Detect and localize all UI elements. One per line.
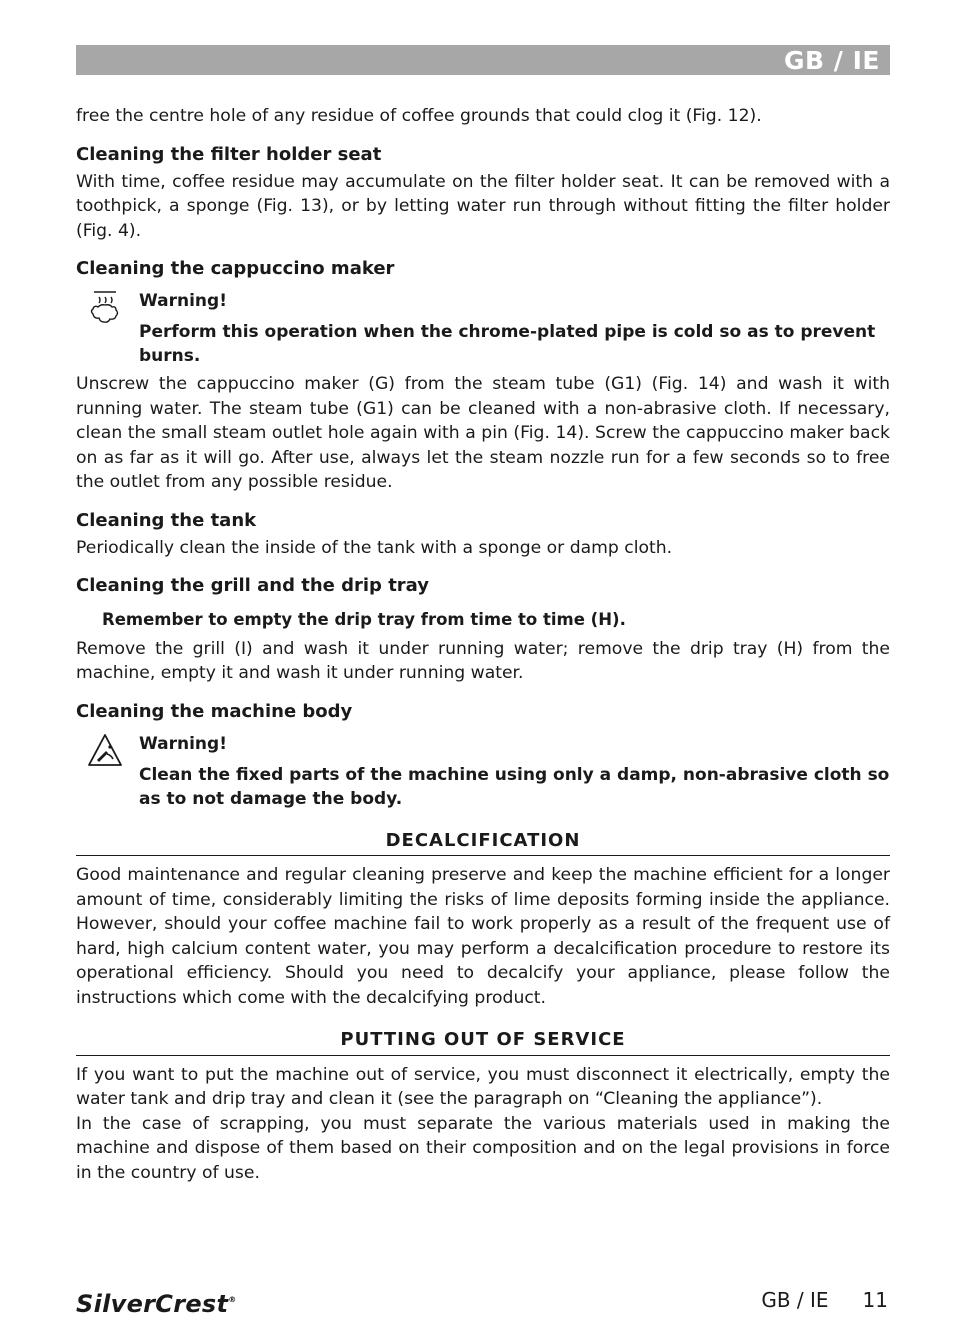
hot-surface-icon <box>86 289 124 327</box>
footer-page-info <box>761 1288 888 1312</box>
tank-heading: Cleaning the tank <box>76 509 257 531</box>
brand-logo: SilverCrest® <box>76 1290 237 1318</box>
cappuccino-paragraph: Unscrew the cappuccino maker (G) from the steam tube (G1) (Fig. 14) and wash it with running water. The steam tube (G1) can be cleaned with a non-abrasive cloth. If necessary, clean the small steam outlet hole again with a pin (Fig. 14). Screw the cappuccino maker back on as far as it will go. After use, always let the steam nozzle run for a few seconds so to free the outlet from any possible residue. <box>76 374 890 492</box>
decalcification-heading: DECALCIFICATION <box>76 829 890 857</box>
out-of-service-paragraph-1: If you want to put the machine out of service, you must disconnect it electrically, empty the water tank and drip tray and clean it (see the paragraph on “Cleaning the appliance”). <box>76 1064 890 1109</box>
cappuccino-heading: Cleaning the cappuccino maker <box>76 258 395 279</box>
page-number: 11 <box>862 1288 888 1312</box>
out-of-service-heading: PUTTING OUT OF SERVICE <box>76 1028 890 1056</box>
out-of-service-paragraph-2: In the case of scrapping, you must separate the various materials used in making the machine and dispose of them based on their composition and on the legal provisions in force in the country of use. <box>76 1113 890 1183</box>
cappuccino-warning <box>76 289 890 368</box>
header-language-label: GB / IE <box>784 46 880 75</box>
grill-note: Remember to empty the drip tray from time to time (H). <box>102 610 626 629</box>
body-warning-text: Clean the fixed parts of the machine using only a damp, non-abrasive cloth so as to not damage the body. <box>139 764 890 809</box>
body-warning-title: Warning! <box>139 733 227 754</box>
body-warning <box>76 732 890 811</box>
decalcification-paragraph: Good maintenance and regular cleaning preserve and keep the machine efficient for a longer amount of time, considerably limiting the risks of lime deposits forming inside the appliance. However, should your coffee machine fail to work properly as a result of the frequent use of hard, high calcium content water, you may perform a decalcification procedure to restore its operational efficiency. Should you need to decalcify your appliance, please follow the instructions which come with the decalcifying product. <box>76 865 890 1008</box>
cappuccino-warning-text: Perform this operation when the chrome-plated pipe is cold so as to prevent burns. <box>139 322 876 366</box>
page-content <box>76 104 890 1185</box>
warning-triangle-icon <box>86 732 124 770</box>
grill-paragraph: Remove the grill (I) and wash it under running water; remove the drip tray (H) from the machine, empty it and wash it under running water. <box>76 638 890 683</box>
filter-holder-heading: Cleaning the filter holder seat <box>76 143 382 165</box>
intro-paragraph: free the centre hole of any residue of coffee grounds that could clog it (Fig. 12). <box>76 106 762 126</box>
body-heading: Cleaning the machine body <box>76 700 353 722</box>
header-bar <box>76 45 890 75</box>
cappuccino-warning-title: Warning! <box>139 291 227 311</box>
footer-language-label: GB / IE <box>761 1288 829 1312</box>
grill-heading: Cleaning the grill and the drip tray <box>76 575 430 596</box>
tank-paragraph: Periodically clean the inside of the tank with a sponge or damp cloth. <box>76 537 673 558</box>
filter-holder-paragraph: With time, coffee residue may accumulate on the filter holder seat. It can be removed with a toothpick, a sponge (Fig. 13), or by letting water run through without fitting the filter holder (Fig. 4). <box>76 171 890 241</box>
brand-logo-text: SilverCrest <box>76 1290 229 1318</box>
